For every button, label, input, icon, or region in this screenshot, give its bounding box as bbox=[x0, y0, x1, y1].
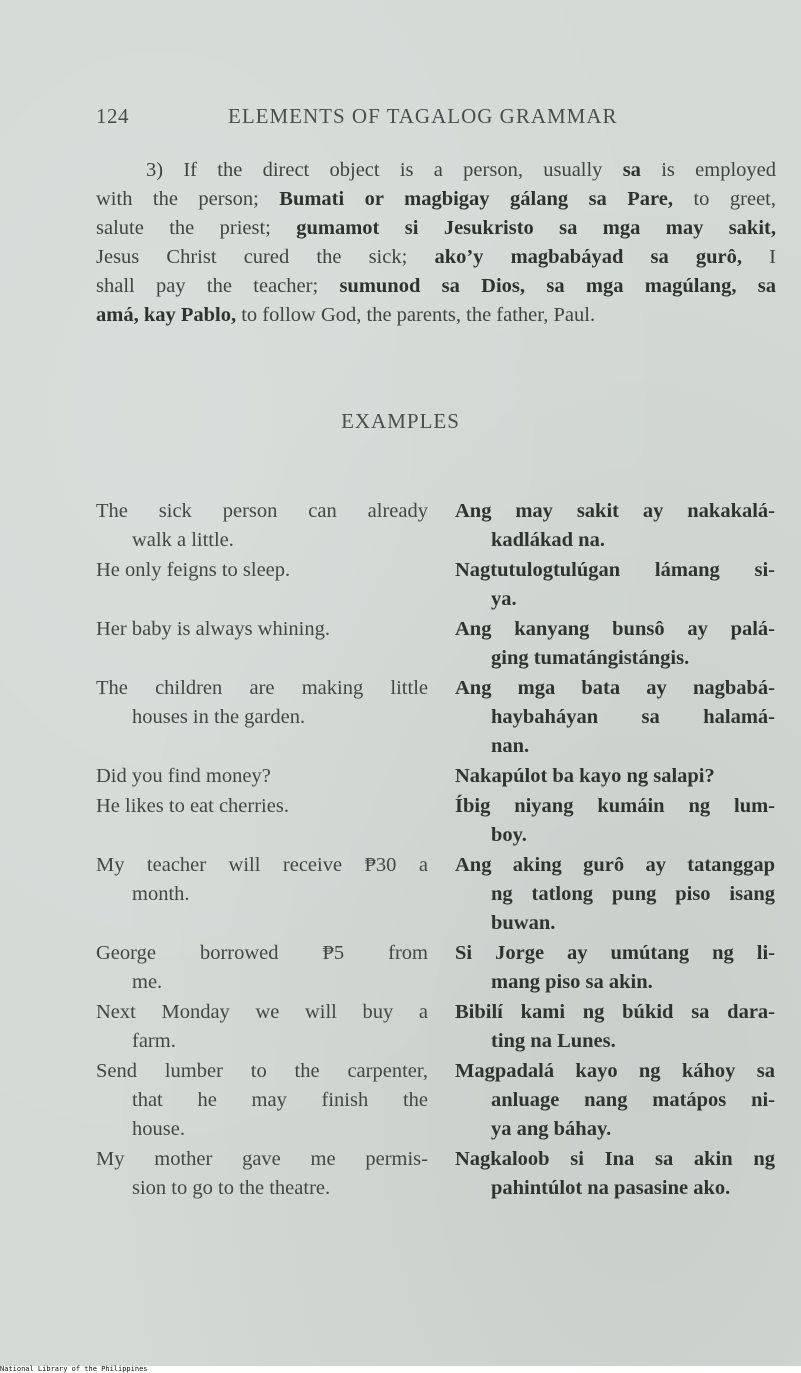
tagalog-sentence bbox=[455, 674, 775, 761]
tagalog-sentence bbox=[455, 939, 775, 997]
english-sentence bbox=[96, 939, 428, 997]
paragraph-text: with the person; bbox=[96, 188, 280, 210]
paragraph-text: to greet, bbox=[673, 188, 777, 210]
tagalog-term: gumamot si Jesukristo sa mga may sakit, bbox=[296, 217, 776, 239]
english-sentence-line: me. bbox=[132, 971, 163, 993]
tagalog-sentence-line: Íbig niyang kumáin ng lum- bbox=[455, 795, 775, 817]
paragraph-text: shall pay the teacher; bbox=[96, 275, 340, 297]
tagalog-sentence-line: haybaháyan sa halamá- bbox=[491, 706, 775, 728]
paragraph-text: to follow God, the parents, the father, Paul. bbox=[236, 304, 596, 326]
paragraph-line bbox=[96, 214, 776, 243]
paragraph-text: salute the priest; bbox=[96, 217, 297, 239]
english-sentence bbox=[96, 762, 428, 791]
english-sentence bbox=[96, 998, 428, 1056]
english-sentence-line: My mother gave me permis- bbox=[96, 1148, 428, 1170]
tagalog-sentence-line: Ang may sakit ay nakakalá- bbox=[455, 500, 775, 522]
english-sentence-line: house. bbox=[132, 1118, 185, 1140]
tagalog-sentence-line: Magpadalá kayo ng káhoy sa bbox=[455, 1060, 775, 1082]
english-sentence-line: He likes to eat cherries. bbox=[96, 795, 289, 817]
tagalog-sentence-line: ng tatlong pung piso isang bbox=[491, 883, 775, 905]
rule-paragraph bbox=[96, 156, 776, 330]
tagalog-sentence bbox=[455, 762, 775, 791]
tagalog-sentence-line: buwan. bbox=[491, 912, 556, 934]
english-sentence-line: Did you find money? bbox=[96, 765, 271, 787]
tagalog-term: Bumati or magbigay gálang sa Pare, bbox=[279, 188, 674, 210]
tagalog-sentence-line: ging tumatángistángis. bbox=[491, 647, 690, 669]
tagalog-sentence-line: Nakapúlot ba kayo ng salapi? bbox=[455, 765, 715, 787]
library-credit: National Library of the Philippines bbox=[0, 1365, 148, 1373]
paragraph-line bbox=[96, 156, 776, 185]
tagalog-term: sa bbox=[622, 159, 641, 181]
english-sentence-line: farm. bbox=[132, 1030, 176, 1052]
tagalog-sentence-line: Ang kanyang bunsô ay palá- bbox=[455, 618, 775, 640]
tagalog-sentence-line: Ang aking gurô ay tatanggap bbox=[455, 854, 775, 876]
english-sentence-line: houses in the garden. bbox=[132, 706, 306, 728]
tagalog-term: amá, kay Pablo, bbox=[96, 304, 237, 326]
english-sentence-line: walk a little. bbox=[132, 529, 234, 551]
page-header bbox=[96, 104, 776, 134]
tagalog-term: ako’y magbabáyad sa gurô, bbox=[434, 246, 742, 268]
english-sentence-line: George borrowed ₱5 from bbox=[96, 942, 428, 964]
paragraph-line bbox=[96, 243, 776, 272]
english-sentence-line: Next Monday we will buy a bbox=[96, 1001, 428, 1023]
tagalog-sentence-line: pahintúlot na pasasine ako. bbox=[491, 1177, 731, 1199]
tagalog-sentence-line: ya. bbox=[491, 588, 517, 610]
tagalog-sentence bbox=[455, 851, 775, 938]
english-sentence-line: The sick person can already bbox=[96, 500, 428, 522]
tagalog-sentence-line: ting na Lunes. bbox=[491, 1030, 616, 1052]
tagalog-sentence-line: Nagkaloob si Ina sa akin ng bbox=[455, 1148, 775, 1170]
tagalog-sentence-line: nan. bbox=[491, 735, 530, 757]
english-sentence-line: Send lumber to the carpenter, bbox=[96, 1060, 428, 1082]
english-sentence bbox=[96, 674, 428, 732]
tagalog-sentence bbox=[455, 792, 775, 850]
running-title: ELEMENTS OF TAGALOG GRAMMAR bbox=[228, 104, 618, 128]
tagalog-sentence-line: anluage nang matápos ni- bbox=[491, 1089, 775, 1111]
english-sentence-line: month. bbox=[132, 883, 190, 905]
english-sentence-line: sion to go to the theatre. bbox=[132, 1177, 331, 1199]
tagalog-sentence bbox=[455, 1057, 775, 1144]
tagalog-sentence bbox=[455, 615, 775, 673]
english-sentence bbox=[96, 615, 428, 644]
english-sentence-line: He only feigns to sleep. bbox=[96, 559, 291, 581]
tagalog-sentence bbox=[455, 1145, 775, 1203]
english-sentence-line: Her baby is always whining. bbox=[96, 618, 330, 640]
english-sentence-line: that he may finish the bbox=[132, 1089, 428, 1111]
paragraph-text: I bbox=[742, 246, 776, 268]
tagalog-sentence-line: mang piso sa akin. bbox=[491, 971, 653, 993]
paragraph-text: Jesus Christ cured the sick; bbox=[96, 246, 435, 268]
paragraph-text: 3) If the direct object is a person, usually bbox=[146, 159, 623, 181]
english-sentence bbox=[96, 1145, 428, 1203]
tagalog-sentence bbox=[455, 998, 775, 1056]
tagalog-sentence-line: Bibilí kami ng búkid sa dara- bbox=[455, 1001, 775, 1023]
tagalog-sentence-line: Si Jorge ay umútang ng li- bbox=[455, 942, 775, 964]
tagalog-term: sumunod sa Dios, sa mga magúlang, sa bbox=[339, 275, 776, 297]
paragraph-text: is employed bbox=[640, 159, 776, 181]
english-sentence bbox=[96, 792, 428, 821]
paragraph-line bbox=[96, 301, 776, 330]
english-sentence bbox=[96, 851, 428, 909]
paragraph-line bbox=[96, 272, 776, 301]
tagalog-sentence bbox=[455, 556, 775, 614]
tagalog-sentence-line: Ang mga bata ay nagbabá- bbox=[455, 677, 775, 699]
paragraph-line bbox=[96, 185, 776, 214]
page-number: 124 bbox=[96, 104, 129, 128]
english-sentence bbox=[96, 1057, 428, 1144]
tagalog-sentence bbox=[455, 497, 775, 555]
english-sentence bbox=[96, 556, 428, 585]
tagalog-sentence-line: ya ang báhay. bbox=[491, 1118, 612, 1140]
english-sentence-line: My teacher will receive ₱30 a bbox=[96, 854, 428, 876]
tagalog-sentence-line: kadlákad na. bbox=[491, 529, 605, 551]
section-heading: EXAMPLES bbox=[341, 409, 460, 433]
english-sentence bbox=[96, 497, 428, 555]
english-sentence-line: The children are making little bbox=[96, 677, 428, 699]
tagalog-sentence-line: boy. bbox=[491, 824, 527, 846]
tagalog-sentence-line: Nagtutulogtulúgan lámang si- bbox=[455, 559, 775, 581]
